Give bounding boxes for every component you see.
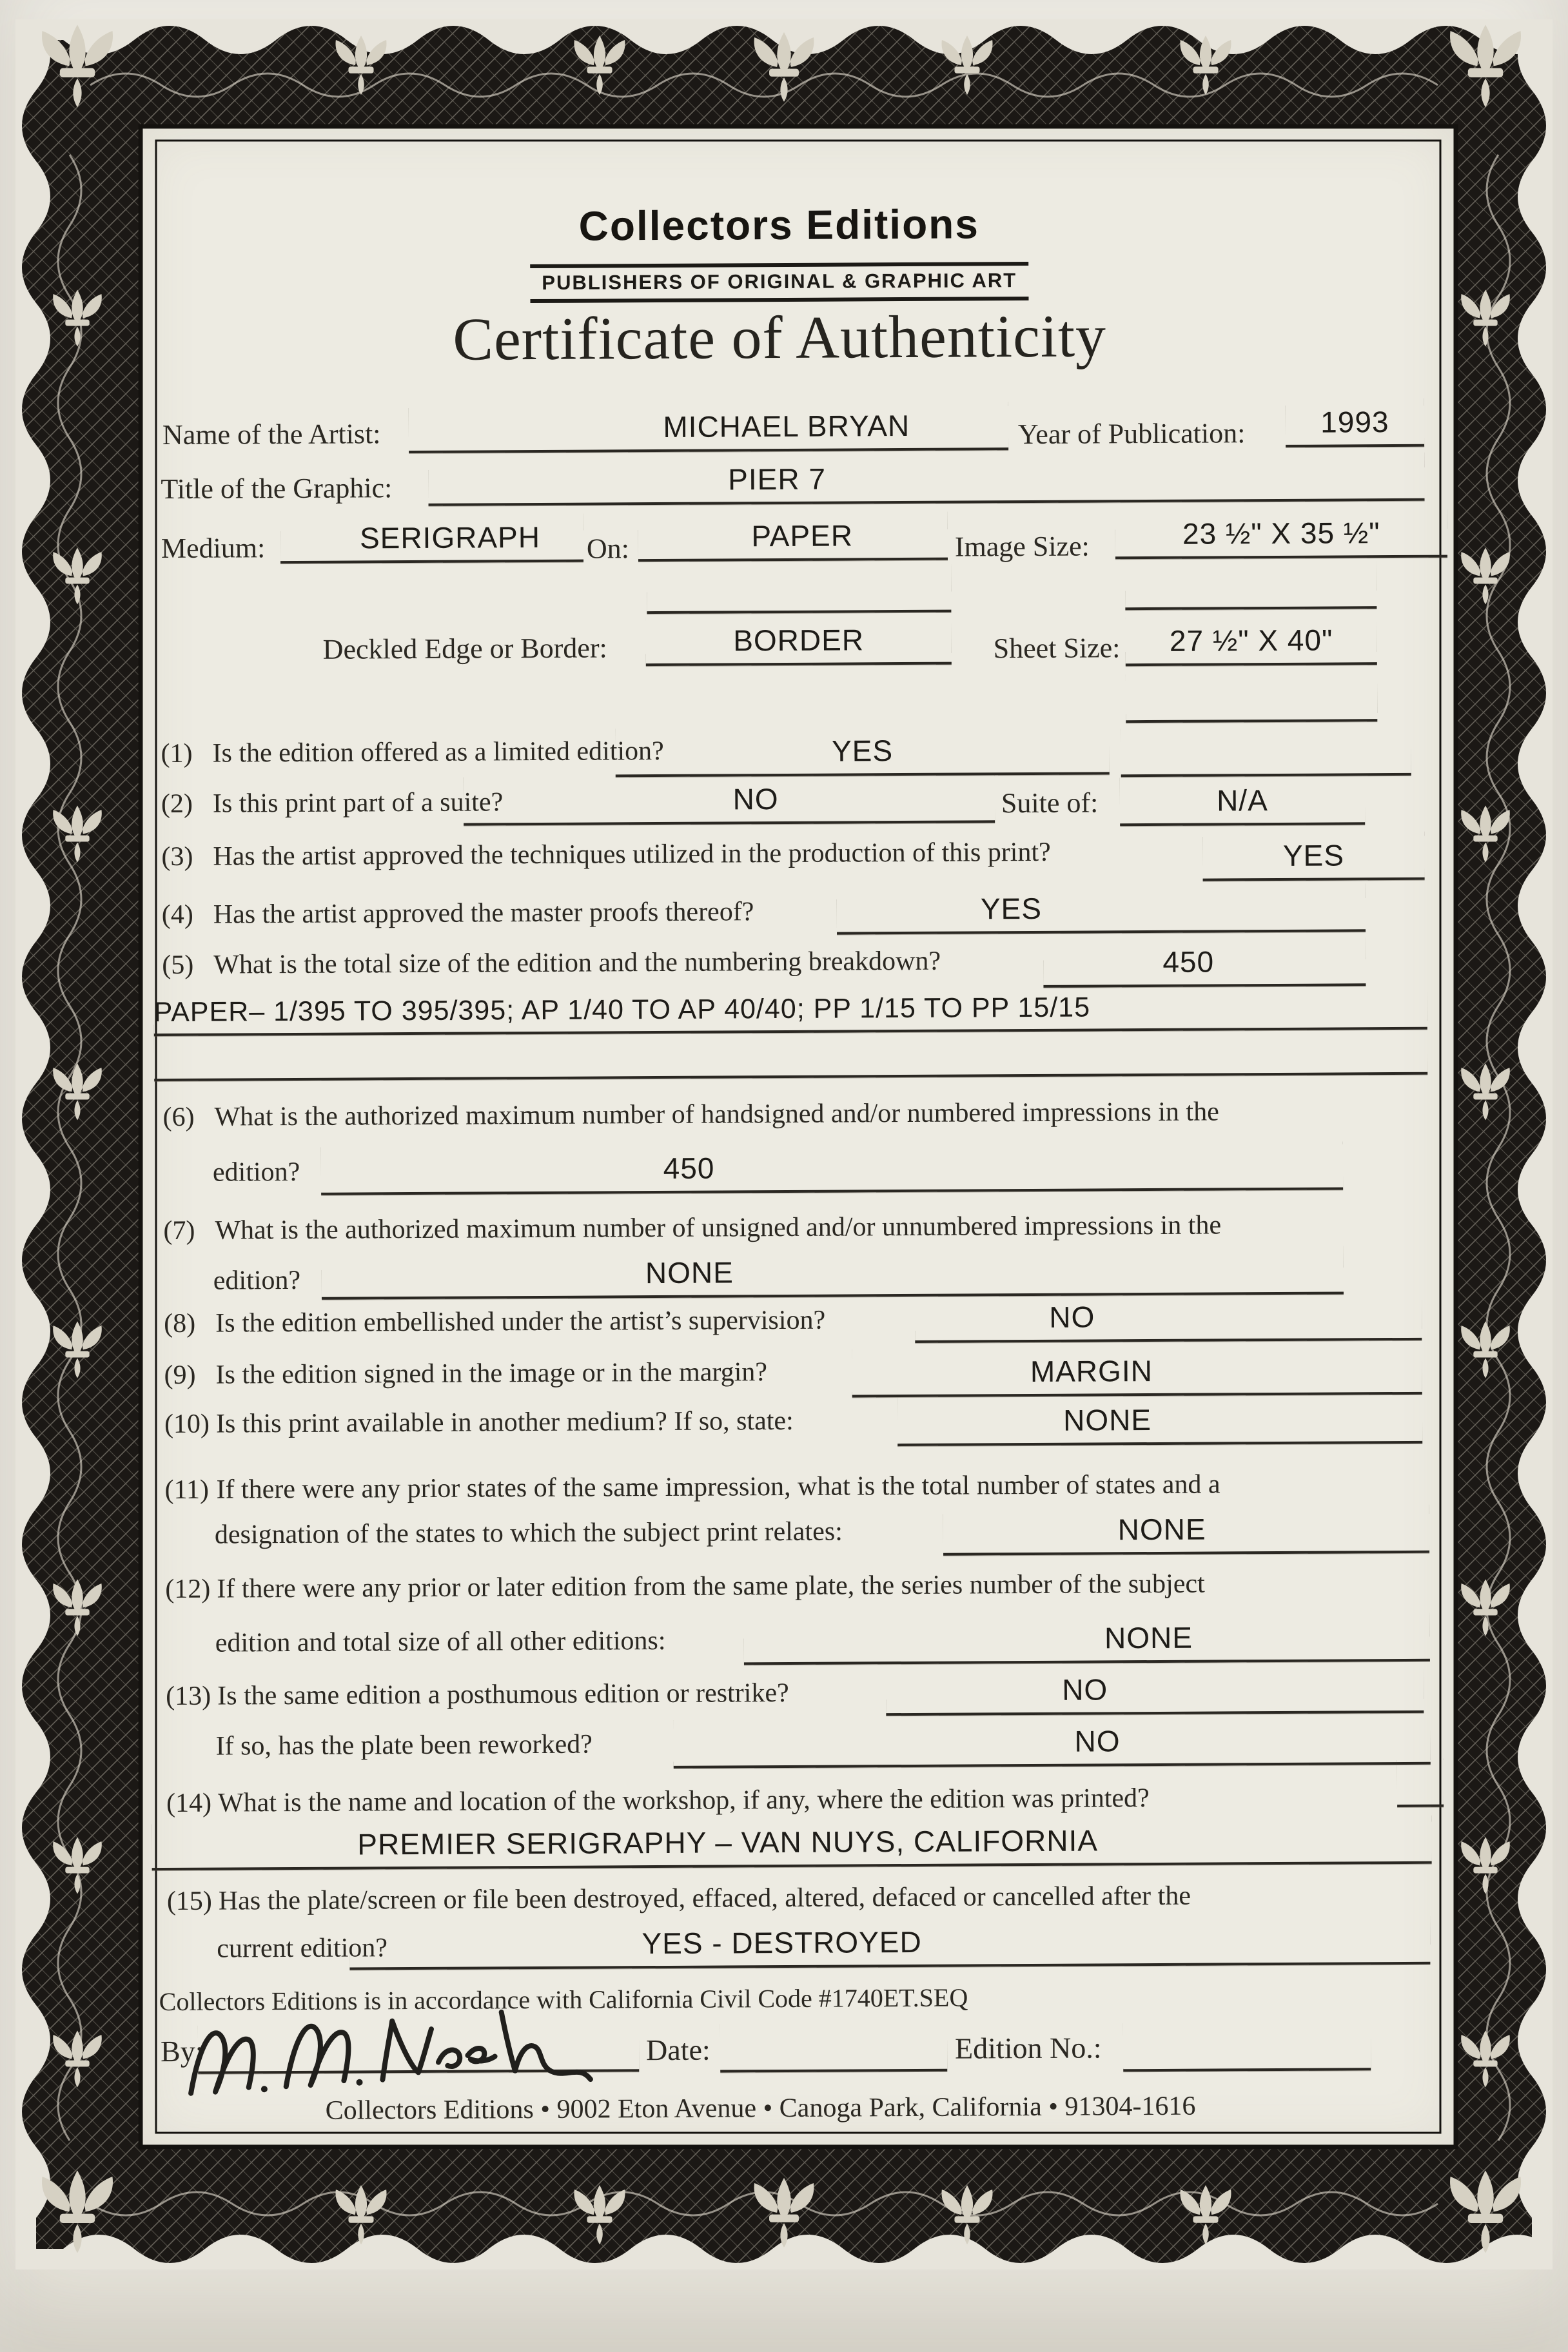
question-9-answer-line <box>852 1346 1422 1398</box>
question-5-answer-line <box>1043 937 1366 988</box>
question-14-number: (14) <box>166 1788 212 1819</box>
brand-tagline: PUBLISHERS OF ORIGINAL & GRAPHIC ART <box>530 262 1028 303</box>
question-15-text: Has the plate/screen or file been destroyed, effaced, altered, defaced or cancelled after the <box>218 1881 1191 1916</box>
sheet-size-label: Sheet Size: <box>993 632 1121 665</box>
question-2-answer: NO <box>732 782 779 816</box>
question-4-answer: YES <box>980 891 1043 926</box>
question-14-detail-line <box>152 1815 1431 1870</box>
question-10 <box>164 1406 794 1440</box>
question-1-number: (1) <box>161 738 193 769</box>
question-6-text-2: edition? <box>212 1157 300 1188</box>
question-5-answer: 450 <box>1162 945 1215 979</box>
question-12-text-2: edition and total size of all other editions: <box>215 1625 666 1658</box>
deckled-label: Deckled Edge or Border: <box>322 632 607 665</box>
question-13b-answer: NO <box>1074 1724 1121 1758</box>
question-1-answer: YES <box>831 734 894 768</box>
question-14-text: What is the name and location of the workshop, if any, where the edition was printed? <box>217 1783 1150 1818</box>
question-11-text-2: designation of the states to which the subject print relates: <box>214 1516 843 1550</box>
graphic-title-label: Title of the Graphic: <box>161 472 393 505</box>
question-12-text: If there were any prior or later edition from the same plate, the series number of the subject <box>217 1569 1205 1604</box>
question-4-number: (4) <box>161 899 193 930</box>
question-3-answer-line <box>1202 831 1424 881</box>
question-9-text: Is the edition signed in the image or in the margin? <box>215 1357 768 1390</box>
blank-line-3 <box>1126 672 1377 723</box>
question-8-number: (8) <box>164 1308 196 1339</box>
question-13-text-2: If so, has the plate been reworked? <box>215 1729 593 1761</box>
on-line <box>638 511 948 562</box>
question-2-text: Is this print part of a suite? <box>212 787 504 819</box>
question-11-number: (11) <box>164 1475 210 1505</box>
question-9-number: (9) <box>164 1360 196 1391</box>
question-13-answer: NO <box>1062 1672 1108 1707</box>
question-6-answer: 450 <box>663 1151 715 1185</box>
blank-line-1 <box>647 564 951 614</box>
question-8 <box>164 1305 825 1339</box>
blank-line-6 <box>1397 1758 1444 1807</box>
date-line <box>720 2023 947 2073</box>
question-3-answer: YES <box>1282 838 1345 872</box>
question-3-text: Has the artist approved the techniques utilized in the production of this print? <box>213 837 1051 872</box>
question-14-detail: PREMIER SERIGRAPHY – VAN NUYS, CALIFORNIA <box>357 1823 1099 1861</box>
graphic-title-line <box>428 452 1424 506</box>
question-4-answer-line <box>837 883 1366 934</box>
question-7-text: What is the authorized maximum number of unsigned and/or unnumbered impressions in the <box>215 1210 1222 1246</box>
deckled-value: BORDER <box>733 623 865 658</box>
question-6-number: (6) <box>162 1102 195 1133</box>
question-9 <box>164 1357 767 1391</box>
question-6 <box>162 1096 1219 1133</box>
question-15-answer-line <box>349 1916 1430 1970</box>
question-13-number: (13) <box>166 1681 211 1712</box>
question-15-number: (15) <box>166 1886 212 1917</box>
question-7-answer-line <box>322 1245 1344 1299</box>
sheet-size-line <box>1125 616 1377 666</box>
question-10-answer-line <box>897 1395 1422 1446</box>
question-11-text: If there were any prior states of the same impression, what is the total number of states and a <box>216 1469 1220 1505</box>
question-5-number: (5) <box>162 950 194 981</box>
blank-line-4 <box>1121 727 1411 777</box>
year-value: 1993 <box>1320 405 1389 439</box>
artist-field-line <box>409 401 1008 453</box>
image-size-label: Image Size: <box>954 530 1090 563</box>
question-12-answer-line <box>744 1612 1430 1665</box>
artist-label: Name of the Artist: <box>162 418 381 451</box>
question-13 <box>166 1678 789 1712</box>
date-label: Date: <box>645 2033 710 2067</box>
publisher-address: Collectors Editions • 9002 Eton Avenue • Canoga Park, California • 91304-1616 <box>325 2091 1196 2126</box>
deckled-line <box>645 616 951 666</box>
question-5 <box>162 946 941 981</box>
year-label: Year of Publication: <box>1017 417 1246 451</box>
suite-of-label: Suite of: <box>1001 787 1099 819</box>
graphic-title-value: PIER 7 <box>728 462 827 496</box>
question-15-text-2: current edition? <box>217 1933 388 1964</box>
sheet-size-value: 27 ½" X 40" <box>1169 623 1333 658</box>
question-7-number: (7) <box>163 1215 195 1246</box>
question-2 <box>161 787 503 819</box>
question-1-answer-line <box>615 725 1109 777</box>
question-12-answer: NONE <box>1104 1620 1193 1655</box>
edition-no-line <box>1123 2021 1371 2072</box>
question-11 <box>164 1469 1220 1505</box>
question-13-answer-line <box>886 1664 1424 1716</box>
question-6-answer-line <box>321 1141 1343 1195</box>
medium-label: Medium: <box>161 532 266 565</box>
image-size-line <box>1115 509 1447 560</box>
question-3-number: (3) <box>161 841 193 872</box>
question-12-number: (12) <box>165 1574 211 1605</box>
question-8-text: Is the edition embellished under the artist’s supervision? <box>215 1305 826 1338</box>
question-1-text: Is the edition offered as a limited edition? <box>212 736 664 769</box>
question-6-text: What is the authorized maximum number of handsigned and/or numbered impressions in the <box>214 1097 1219 1132</box>
question-15 <box>167 1881 1191 1917</box>
edition-no-label: Edition No.: <box>954 2031 1102 2065</box>
question-9-answer: MARGIN <box>1030 1354 1153 1389</box>
by-label: By: <box>160 2034 204 2068</box>
on-value: PAPER <box>751 518 854 553</box>
question-15-answer: YES - DESTROYED <box>642 1925 922 1961</box>
question-13-text: Is the same edition a posthumous edition or restrike? <box>217 1678 789 1711</box>
question-5-text: What is the total size of the edition and the numbering breakdown? <box>213 946 941 980</box>
question-4 <box>162 896 754 930</box>
question-3 <box>161 837 1051 872</box>
suite-of-line <box>1120 776 1365 826</box>
page-title: Certificate of Authenticity <box>453 302 1107 373</box>
question-1 <box>161 736 663 769</box>
blank-line-2 <box>1125 560 1377 610</box>
question-2-number: (2) <box>161 789 193 819</box>
suite-of-value: N/A <box>1216 783 1268 818</box>
image-size-value: 23 ½" X 35 ½" <box>1182 516 1380 551</box>
question-10-answer: NONE <box>1063 1403 1152 1437</box>
question-11-answer-line <box>943 1504 1429 1556</box>
medium-value: SERIGRAPH <box>359 520 541 555</box>
question-10-text: Is this print available in another medium? If so, state: <box>215 1406 794 1439</box>
question-7-text-2: edition? <box>213 1265 301 1296</box>
question-2-answer-line <box>464 774 995 825</box>
question-8-answer-line <box>915 1291 1422 1343</box>
on-label: On: <box>586 533 630 565</box>
question-10-number: (10) <box>164 1409 210 1440</box>
blank-line-5 <box>154 1026 1427 1081</box>
question-14 <box>166 1783 1150 1819</box>
question-5-detail: PAPER– 1/395 TO 395/395; AP 1/40 TO AP 40/40; PP 1/15 TO PP 15/15 <box>153 992 1091 1028</box>
question-4-text: Has the artist approved the master proofs thereof? <box>213 897 754 930</box>
year-field-line <box>1286 398 1424 447</box>
medium-line <box>280 513 583 564</box>
question-7 <box>163 1210 1221 1246</box>
brand-name: Collectors Editions <box>578 201 980 250</box>
question-13b-answer-line <box>673 1716 1430 1769</box>
question-11-answer: NONE <box>1117 1512 1206 1547</box>
question-7-answer: NONE <box>645 1255 734 1290</box>
question-12 <box>165 1569 1205 1605</box>
question-8-answer: NO <box>1049 1300 1095 1334</box>
artist-value: MICHAEL BRYAN <box>663 408 910 444</box>
accordance-statement: Collectors Editions is in accordance with California Civil Code #1740ET.SEQ <box>159 1983 968 2017</box>
